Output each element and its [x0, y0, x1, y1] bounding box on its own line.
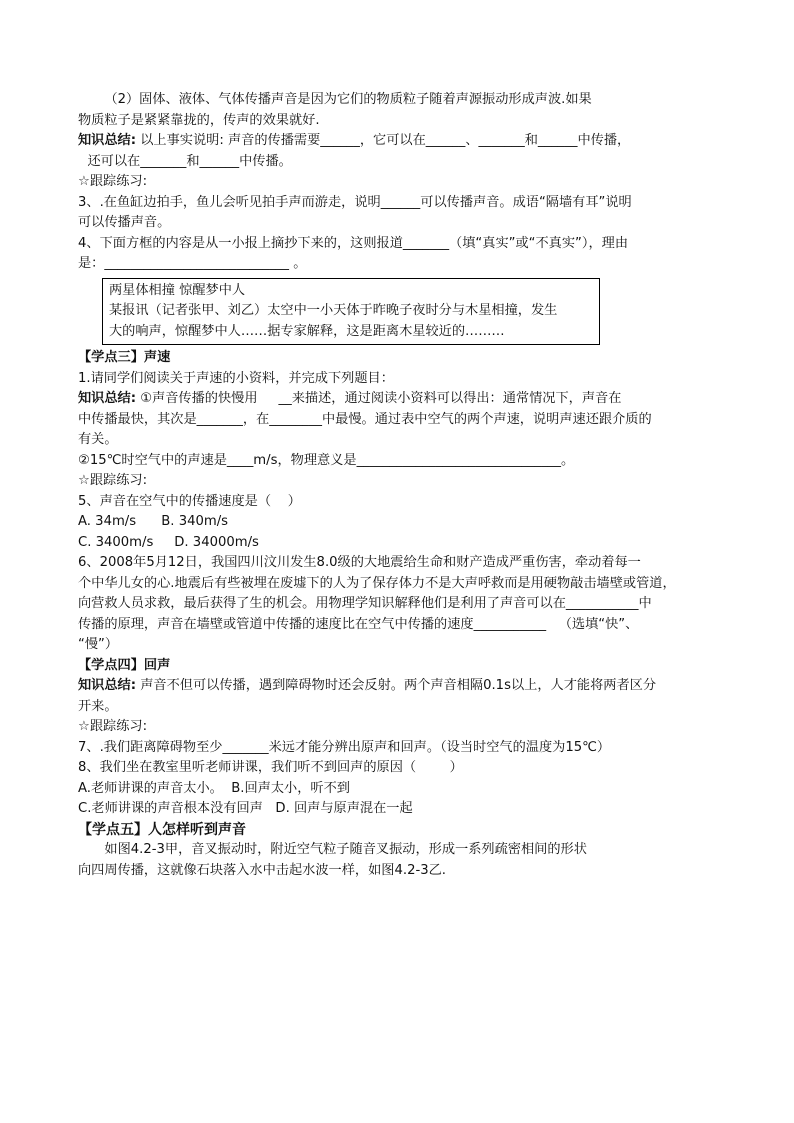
line-text: 7、.我们距离障碍物至少_______米远才能分辨出原声和回声。（设当时空气的温度为15℃）	[78, 739, 611, 755]
summary-label: 知识总结:	[78, 678, 137, 693]
line-text: 可以传播声音。	[78, 215, 171, 230]
text-line-l4	[78, 152, 718, 173]
line-text: 有关。	[78, 432, 118, 447]
line-text: ☆跟踪练习:	[78, 174, 148, 189]
line-text: 个中华儿女的心.地震后有些被埋在废墟下的人为了保存体力不是大声呼救而是用硬物敲击墙壁或管道，	[78, 575, 676, 591]
section-sound-propagation	[78, 90, 718, 275]
line-text: （2）固体、液体、气体传播声音是因为它们的物质粒子随着声源振动形成声波.如果	[104, 92, 592, 107]
line-text: 6、2008年5月12日，我国四川汶川发生8.0级的大地震给生命和财产造成严重伤害，牵动着每一	[78, 555, 641, 570]
line-text: 中传播最快，其次是_______，在________中最慢。通过表中空气的两个声速，说明声速还跟介质的	[78, 411, 652, 427]
text-line-l8	[78, 234, 718, 255]
line-text: C.老师讲课的声音根本没有回声 D. 回声与原声混在一起	[78, 801, 413, 816]
line-text: 【学点三】声速	[78, 350, 171, 365]
line-text: 物质粒子是紧紧靠拢的，传声的效果就好.	[78, 112, 320, 128]
worksheet-page	[78, 90, 718, 881]
line-text: A. 34m/s B. 340m/s	[78, 514, 229, 529]
text-line-m11	[78, 553, 718, 574]
text-line-m5	[78, 430, 718, 451]
line-text: 以上事实说明: 声音的传播需要______，它可以在______、_______和______中传播，	[136, 133, 631, 148]
text-line-m22	[78, 779, 718, 800]
text-line-m10	[78, 533, 718, 554]
text-line-l7	[78, 213, 718, 234]
line-text: C. 3400m/s D. 34000m/s	[78, 534, 259, 550]
line-text: ②15℃时空气中的声速是____m/s，物理意义是_______________________________。	[78, 452, 575, 468]
text-line-m6	[78, 451, 718, 472]
line-text: 4、下面方框的内容是从一小报上摘抄下来的，这则报道_______（填“真实”或“不真实”），理由	[78, 235, 629, 251]
line-text: 【学点五】人怎样听到声音	[78, 821, 246, 838]
text-line-m26	[78, 861, 718, 882]
text-line-l9	[78, 254, 718, 275]
line-text: “慢”）	[78, 637, 119, 652]
line-text: 如图4.2-3甲，音叉振动时，附近空气粒子随音叉振动，形成一系列疏密相间的形状	[104, 842, 587, 857]
line-text: 8、我们坐在教室里听老师讲课，我们听不到回声的原因（ ）	[78, 760, 463, 775]
text-line-m25	[78, 840, 718, 861]
line-text: ☆跟踪练习:	[78, 719, 148, 734]
text-line-m16	[78, 656, 718, 677]
text-line-m17	[78, 676, 718, 697]
text-line-m4	[78, 410, 718, 431]
text-line-l2	[78, 111, 718, 132]
line-text: 是：____________________________ 。	[78, 256, 307, 271]
text-line-m7	[78, 471, 718, 492]
line-text: 开来。	[78, 698, 118, 714]
text-line-m24	[78, 820, 718, 841]
text-line-l6	[78, 193, 718, 214]
text-line-l1	[78, 90, 718, 111]
line-text: 1.请同学们阅读关于声速的小资料，并完成下列题目：	[78, 370, 394, 386]
text-line-m2	[78, 369, 718, 390]
line-text: 还可以在_______和______中传播。	[83, 153, 292, 169]
text-line-m20	[78, 738, 718, 759]
line-text: 【学点四】回声	[78, 657, 171, 673]
summary-label: 知识总结:	[78, 133, 137, 148]
news-title: 两星体相撞 惊醒梦中人	[109, 282, 246, 298]
line-text: ①声音传播的快慢用 __来描述，通过阅读小资料可以得出：通常情况下，声音在	[136, 391, 622, 406]
line-text: 向四周传播，这就像石块落入水中击起水波一样，如图4.2-3乙.	[78, 862, 446, 878]
text-line-m13	[78, 594, 718, 615]
text-line-m12	[78, 574, 718, 595]
text-line-m14	[78, 615, 718, 636]
line-text: A.老师讲课的声音太小。 B.回声太小，听不到	[78, 780, 350, 796]
text-line-m18	[78, 697, 718, 718]
section-sound-speed-echo-hearing	[78, 348, 718, 881]
news-body-line-1: 某报讯（记者张甲、刘乙）太空中一小天体于昨晚子夜时分与木星相撞，发生	[109, 303, 558, 318]
line-text: 5、声音在空气中的传播速度是（ ）	[78, 493, 301, 509]
text-line-m3	[78, 389, 718, 410]
text-line-m23	[78, 799, 718, 820]
line-text: 声音不但可以传播，遇到障碍物时还会反射。两个声音相隔0.1s以上，人才能将两者区分	[136, 678, 657, 693]
text-line-l5	[78, 172, 718, 193]
summary-label: 知识总结:	[78, 391, 137, 406]
text-line-m9	[78, 512, 718, 533]
news-clipping-box	[102, 278, 600, 346]
line-text: 向营救人员求救，最后获得了生的机会。用物理学知识解释他们是利用了声音可以在___________中	[78, 596, 652, 611]
text-line-m15	[78, 635, 718, 656]
text-line-m19	[78, 717, 718, 738]
text-line-m21	[78, 758, 718, 779]
text-line-m1	[78, 348, 718, 369]
text-line-l3	[78, 131, 718, 152]
news-body-line-2: 大的响声，惊醒梦中人……据专家解释，这是距离木星较近的………	[109, 323, 505, 339]
line-text: 传播的原理，声音在墙壁或管道中传播的速度比在空气中传播的速度___________ （选填“快”、	[78, 616, 639, 632]
text-line-m8	[78, 492, 718, 513]
line-text: ☆跟踪练习:	[78, 473, 148, 488]
line-text: 3、.在鱼缸边拍手，鱼儿会听见拍手声而游走，说明______可以传播声音。成语“隔墙有耳”说明	[78, 194, 632, 210]
